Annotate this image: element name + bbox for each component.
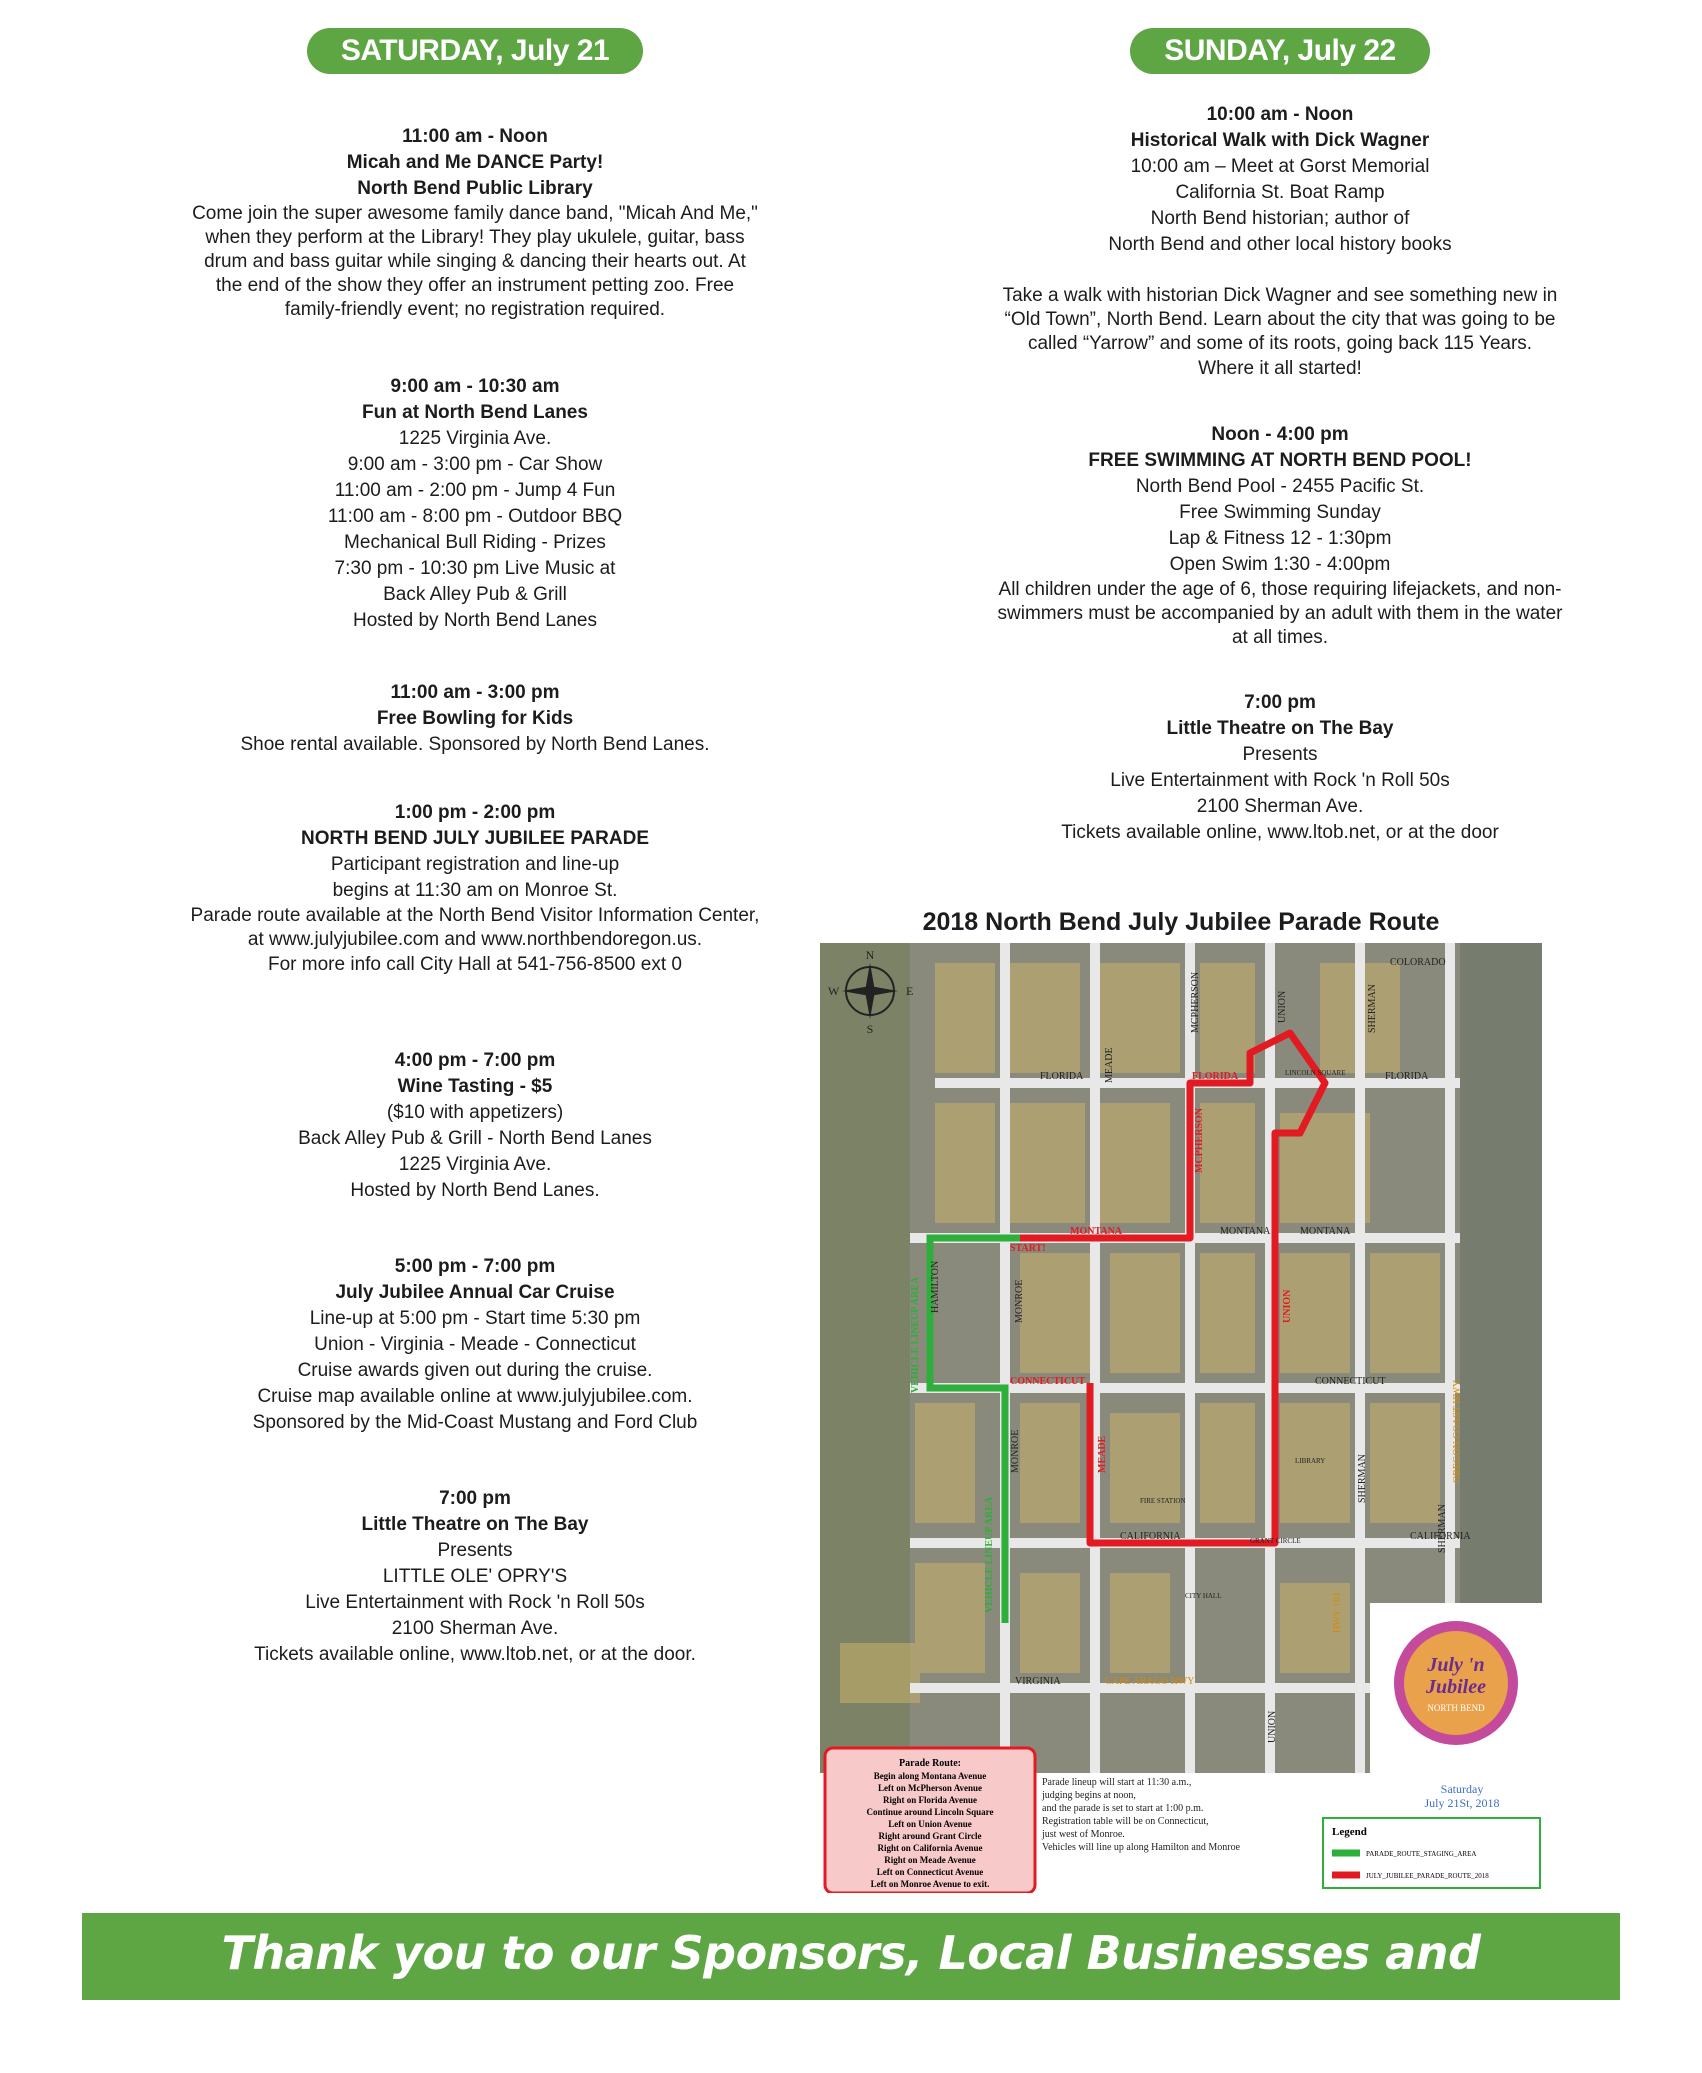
event-line: Presents xyxy=(1242,744,1318,765)
event-description: Come join the super awesome family dance band, "Micah And Me," when they perform at the Library! They play ukulele, guitar, bass drum and bass guitar while singing & dancing their hearts out. At the end of the show they offer an instrument petting zoo. Free family-friendly event; no registration required. xyxy=(192,203,758,320)
event-time: 1:00 pm - 2:00 pm xyxy=(394,802,556,823)
event-line: Cruise map available online at www.julyjubilee.com. xyxy=(257,1386,693,1407)
date-note-line: July 21St, 2018 xyxy=(1424,1796,1500,1810)
event-line: North Bend Pool - 2455 Pacific St. xyxy=(1135,476,1425,497)
event-title: Free Bowling for Kids xyxy=(376,708,574,729)
event-micah-dance xyxy=(150,124,800,322)
sunday-column xyxy=(955,28,1605,846)
event-line: 11:00 am - 2:00 pm - Jump 4 Fun xyxy=(334,480,616,501)
parade-map xyxy=(820,943,1542,1893)
route-step: Right on Meade Avenue xyxy=(884,1855,976,1865)
parade-notes xyxy=(1041,1777,1241,1853)
event-title: Micah and Me DANCE Party! xyxy=(346,152,604,173)
event-line: North Bend Public Library xyxy=(357,178,593,199)
event-line: Hosted by North Bend Lanes xyxy=(353,610,597,631)
event-line: California St. Boat Ramp xyxy=(1175,182,1385,203)
event-line: Cruise awards given out during the cruise. xyxy=(297,1360,653,1381)
street-label: SHERMAN xyxy=(1367,984,1378,1033)
street-label: MONTANA xyxy=(1070,1226,1123,1237)
event-description: All children under the age of 6, those requiring lifejackets, and non-swimmers must be accompanied by an adult with them in the water at all times. xyxy=(997,579,1563,648)
parade-route-box xyxy=(825,1748,1035,1893)
landmark-label: FIRE STATION xyxy=(1140,1497,1186,1505)
street-label: MCPHERSON xyxy=(1190,971,1201,1033)
event-line: 9:00 am - 3:00 pm - Car Show xyxy=(347,454,603,475)
event-title: FREE SWIMMING AT NORTH BEND POOL! xyxy=(1088,450,1472,471)
route-step: Begin along Montana Avenue xyxy=(873,1771,987,1781)
event-line: 1225 Virginia Ave. xyxy=(398,1154,552,1175)
event-line: 11:00 am - 8:00 pm - Outdoor BBQ xyxy=(327,506,623,527)
staging-label: VEHICLE LINEUP AREA xyxy=(910,1276,921,1393)
event-line: Tickets available online, www.ltob.net, or at the door xyxy=(1061,822,1499,843)
event-title: July Jubilee Annual Car Cruise xyxy=(335,1282,615,1303)
route-step: Left on McPherson Avenue xyxy=(877,1783,983,1793)
event-line: 1225 Virginia Ave. xyxy=(398,428,552,449)
event-line: 2100 Sherman Ave. xyxy=(1196,796,1364,817)
event-title: Wine Tasting - $5 xyxy=(397,1076,553,1097)
parade-map-svg xyxy=(820,943,1542,1893)
event-line: 7:30 pm - 10:30 pm Live Music at xyxy=(334,558,616,579)
event-line: Hosted by North Bend Lanes. xyxy=(350,1180,600,1201)
date-note xyxy=(1424,1782,1499,1810)
route-box-title: Parade Route: xyxy=(899,1758,961,1769)
event-description: Parade route available at the North Bend Visitor Information Center, at www.julyjubilee.com and www.northbendoregon.us. xyxy=(190,905,760,950)
event-free-swimming xyxy=(955,422,1605,650)
logo-text: NORTH BEND xyxy=(1427,1703,1485,1713)
event-title: Little Theatre on The Bay xyxy=(1166,718,1394,739)
street-label: MEADE xyxy=(1097,1435,1108,1473)
event-description: Take a walk with historian Dick Wagner and see something new in “Old Town”, North Bend. Learn about the city that was going to be called “Yarrow” and some of its roots, going back 115 Years. xyxy=(1002,285,1558,354)
parade-map-section xyxy=(820,908,1542,1893)
event-line: Tickets available online, www.ltob.net, or at the door. xyxy=(254,1644,696,1665)
event-line: Lap & Fitness 12 - 1:30pm xyxy=(1168,528,1392,549)
july-jubilee-logo xyxy=(1370,1603,1542,1773)
map-legend xyxy=(1323,1818,1540,1888)
logo-text: July 'n xyxy=(1427,1654,1485,1676)
event-line: 2100 Sherman Ave. xyxy=(391,1618,559,1639)
event-north-bend-lanes xyxy=(150,374,800,634)
event-time: 11:00 am - 3:00 pm xyxy=(390,682,560,703)
landmark-label: LINCOLN SQUARE xyxy=(1285,1069,1346,1077)
street-label: HWY 101 xyxy=(1332,1591,1343,1633)
event-time: 7:00 pm xyxy=(439,1488,511,1509)
event-line: Open Swim 1:30 - 4:00pm xyxy=(1169,554,1391,575)
event-free-bowling xyxy=(150,680,800,758)
event-time: Noon - 4:00 pm xyxy=(1211,424,1349,445)
event-parade xyxy=(150,800,800,978)
event-line: 10:00 am – Meet at Gorst Memorial xyxy=(1130,156,1430,177)
date-note-line: Saturday xyxy=(1440,1782,1484,1796)
route-step: Right around Grant Circle xyxy=(878,1831,982,1841)
legend-label: PARADE_ROUTE_STAGING_AREA xyxy=(1366,1850,1477,1858)
saturday-column xyxy=(150,28,800,1668)
street-label: VIRGINIA xyxy=(1015,1676,1061,1687)
event-historical-walk xyxy=(955,102,1605,382)
legend-title: Legend xyxy=(1332,1826,1367,1838)
landmark-label: GRANT CIRCLE xyxy=(1250,1537,1301,1545)
event-time: 5:00 pm - 7:00 pm xyxy=(394,1256,556,1277)
note-line: Registration table will be on Connecticut, xyxy=(1042,1816,1209,1827)
event-line: Mechanical Bull Riding - Prizes xyxy=(344,532,606,553)
event-title: NORTH BEND JULY JUBILEE PARADE xyxy=(300,828,650,849)
compass-w: W xyxy=(828,984,840,998)
map-title: 2018 North Bend July Jubilee Parade Route xyxy=(922,908,1440,936)
note-line: judging begins at noon, xyxy=(1042,1790,1136,1801)
route-step: Right on Florida Avenue xyxy=(882,1795,978,1805)
landmark-label: LIBRARY xyxy=(1295,1457,1326,1465)
footer-banner: Thank you to our Sponsors, Local Businesses and Community! xyxy=(82,1913,1620,2000)
street-label: MCPHERSON xyxy=(1194,1108,1205,1173)
event-line: Back Alley Pub & Grill xyxy=(383,584,567,605)
event-time: 11:00 am - Noon xyxy=(402,126,548,147)
street-label: CALIFORNIA xyxy=(1410,1531,1471,1542)
note-line: just west of Monroe. xyxy=(1042,1829,1125,1840)
route-step: Left on Monroe Avenue to exit. xyxy=(870,1879,990,1889)
route-step: Left on Connecticut Avenue xyxy=(876,1867,984,1877)
event-line: Live Entertainment with Rock 'n Roll 50s xyxy=(305,1592,645,1613)
staging-label: VEHICLE LINEUP AREA xyxy=(984,1496,995,1613)
note-line: and the parade is set to start at 1:00 p.m. xyxy=(1042,1803,1204,1814)
event-line: Participant registration and line-up xyxy=(330,854,620,875)
event-time: 4:00 pm - 7:00 pm xyxy=(394,1050,556,1071)
street-label: CAPE ARAGO HWY xyxy=(1105,1676,1195,1687)
street-label: MONTANA xyxy=(1220,1226,1271,1237)
event-line: ($10 with appetizers) xyxy=(386,1102,564,1123)
street-label: OREGON COAST HWY xyxy=(1452,1379,1463,1483)
street-label: HAMILTON xyxy=(930,1260,941,1313)
saturday-header: SATURDAY, July 21 xyxy=(307,28,643,74)
sunday-header: SUNDAY, July 22 xyxy=(1130,28,1430,74)
street-label: FLORIDA xyxy=(1040,1071,1084,1082)
event-line: Back Alley Pub & Grill - North Bend Lanes xyxy=(298,1128,652,1149)
note-line: Vehicles will line up along Hamilton and Monroe xyxy=(1042,1842,1241,1853)
event-title: Little Theatre on The Bay xyxy=(361,1514,589,1535)
legend-label: JULY_JUBILEE_PARADE_ROUTE_2018 xyxy=(1366,1872,1489,1880)
landmark-label: CITY HALL xyxy=(1185,1592,1222,1600)
street-label: CONNECTICUT xyxy=(1010,1376,1086,1387)
event-extra: Where it all started! xyxy=(1198,358,1362,379)
route-step: Right on California Avenue xyxy=(877,1843,983,1853)
street-label: MONROE xyxy=(1010,1429,1021,1473)
route-step: Continue around Lincoln Square xyxy=(866,1807,994,1817)
street-label: COLORADO xyxy=(1390,957,1446,968)
event-extra: For more info call City Hall at 541-756-8500 ext 0 xyxy=(268,954,682,975)
street-label: FLORIDA xyxy=(1385,1071,1429,1082)
event-line: Union - Virginia - Meade - Connecticut xyxy=(314,1334,636,1355)
event-line: Free Swimming Sunday xyxy=(1179,502,1381,523)
event-line: North Bend historian; author of xyxy=(1150,208,1410,229)
event-time: 10:00 am - Noon xyxy=(1206,104,1354,125)
event-line: LITTLE OLE' OPRY'S xyxy=(382,1566,568,1587)
street-label: MONTANA xyxy=(1300,1226,1351,1237)
event-line: begins at 11:30 am on Monroe St. xyxy=(332,880,618,901)
compass-s: S xyxy=(866,1022,874,1036)
route-step: Left on Union Avenue xyxy=(888,1819,972,1829)
event-time: 7:00 pm xyxy=(1244,692,1316,713)
start-label: START! xyxy=(1010,1243,1046,1254)
event-title: Historical Walk with Dick Wagner xyxy=(1130,130,1430,151)
street-label: SHERMAN xyxy=(1437,1504,1448,1553)
street-label: UNION xyxy=(1267,1710,1278,1743)
street-label: UNION xyxy=(1277,990,1288,1023)
compass-n: N xyxy=(865,948,875,962)
event-line: Live Entertainment with Rock 'n Roll 50s xyxy=(1110,770,1450,791)
event-little-theatre-sat xyxy=(150,1486,800,1668)
event-wine-tasting xyxy=(150,1048,800,1204)
event-car-cruise xyxy=(150,1254,800,1436)
note-line: Parade lineup will start at 11:30 a.m., xyxy=(1042,1777,1192,1788)
event-title: Fun at North Bend Lanes xyxy=(362,402,588,423)
street-label: FLORIDA xyxy=(1192,1071,1239,1082)
street-label: UNION xyxy=(1282,1289,1293,1323)
event-line: North Bend and other local history books xyxy=(1108,234,1452,255)
event-line: Presents xyxy=(437,1540,513,1561)
street-label: CALIFORNIA xyxy=(1120,1531,1181,1542)
event-little-theatre-sun xyxy=(955,690,1605,846)
street-label: MEADE xyxy=(1104,1047,1115,1083)
street-label: SHERMAN xyxy=(1357,1454,1368,1503)
street-label: CONNECTICUT xyxy=(1315,1376,1386,1387)
logo-text: Jubilee xyxy=(1426,1676,1486,1698)
event-line: Line-up at 5:00 pm - Start time 5:30 pm xyxy=(309,1308,641,1329)
street-label: MONROE xyxy=(1014,1279,1025,1323)
compass-e: E xyxy=(906,984,914,998)
event-line: Sponsored by the Mid-Coast Mustang and Ford Club xyxy=(252,1412,698,1433)
event-time: 9:00 am - 10:30 am xyxy=(390,376,560,397)
event-line: Shoe rental available. Sponsored by North Bend Lanes. xyxy=(240,734,710,755)
